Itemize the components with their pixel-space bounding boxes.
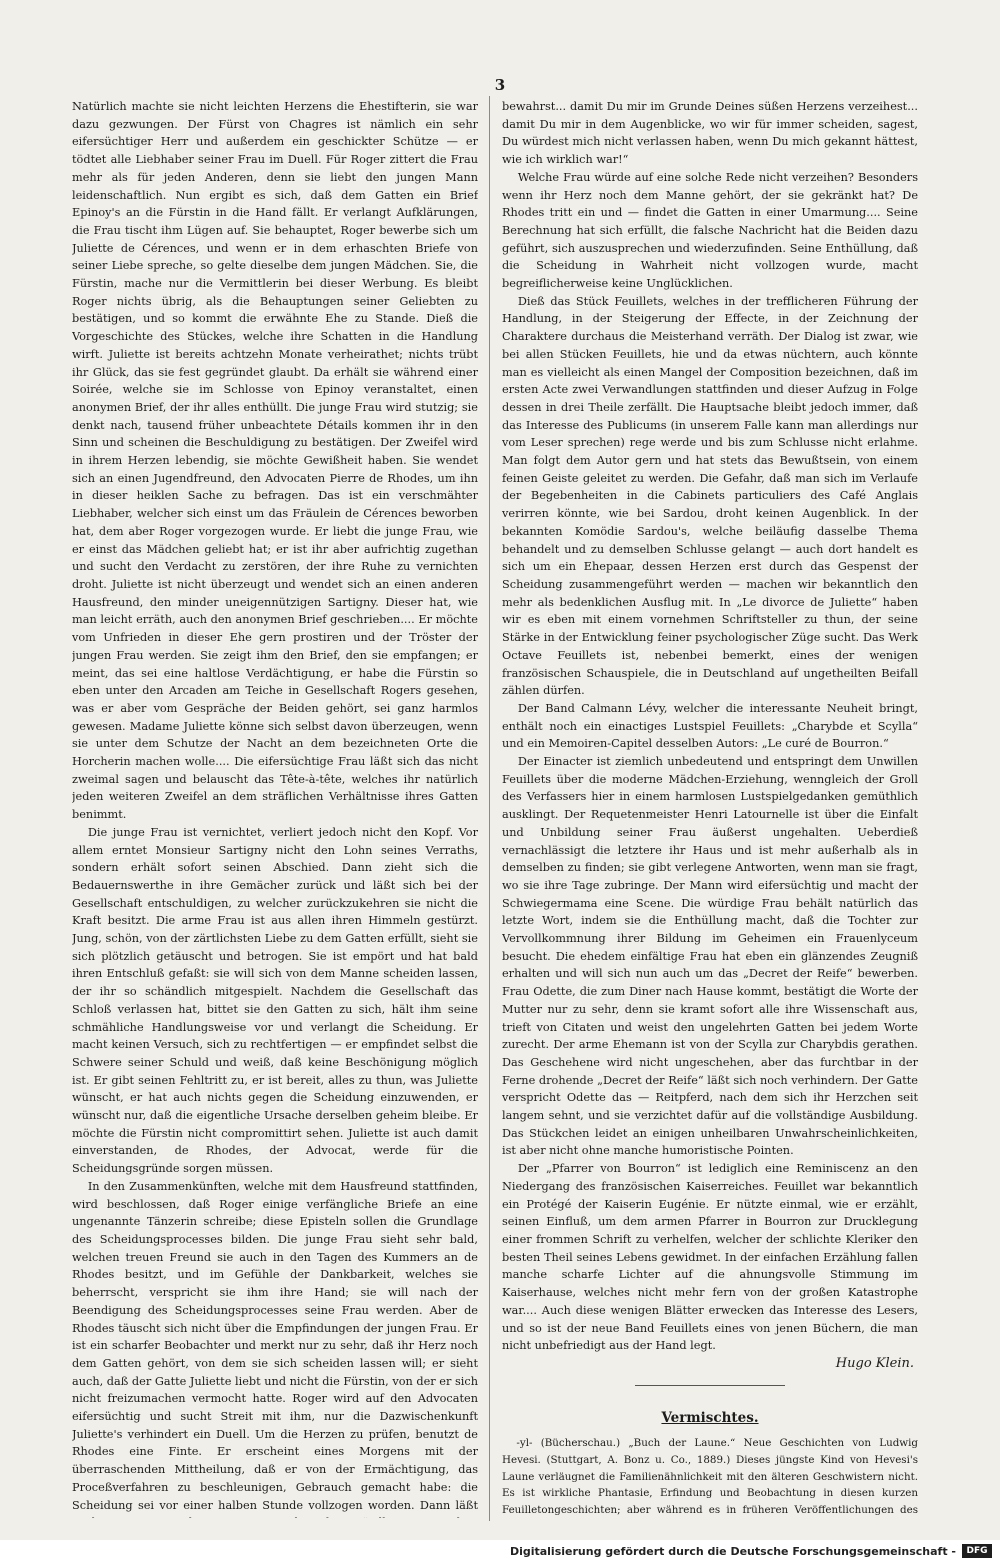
- paragraph: Der Band Calmann Lévy, welcher die interessante Neuheit bringt, enthält noch ein einactiges Lustspiel Feuillets: „Charybde et Scylla“ und ein Memoiren-Capitel desselben Autors: „Le curé de Bourron.“: [502, 701, 918, 751]
- section-title: Vermischtes.: [661, 1409, 759, 1426]
- footer-bar: [0, 1540, 1000, 1565]
- paragraph: Dieß das Stück Feuillets, welches in der trefflicheren Führung der Handlung, in der Steigerung der Effecte, in der Zeichnung der Charaktere durchaus die Meisterhand verräth. Der Dialog ist zwar, wie bei allen Stücken Feuillets, hie und da etwas nüchtern, auch könnte man es vielleicht als einen Mangel der Composition bezeichnen, daß im ersten Acte zwei Verwandlungen stattfinden und dieser Aufzug in Folge dessen in drei Theile zerfällt. Die Hauptsache bleibt jedoch immer, daß das Interesse des Publicums (in unserem Falle kann man allerdings nur vom Leser sprechen) rege werde und bis zum Schlusse nicht erlahme. Man folgt dem Autor gern und hat stets das Bewußtsein, von einem feinen Geiste geleitet zu werden. Die Gefahr, daß man sich im Verlaufe der Begebenheiten in die Cabinets particuliers des Café Anglais verirren könnte, wie bei Sardou, droht keinen Augenblick. In der bekannten Komödie Sardou's, welche beiläufig dasselbe Thema behandelt und zu demselben Schlusse gelangt — auch dort handelt es sich um ein Ehepaar, dessen Herzen erst durch das Gespenst der Scheidung zusammengeführt werden — machen wir bekanntlich den mehr als bedenklichen Ausflug mit. In „Le divorce de Juliette“ haben wir es eben mit einem vornehmen Schriftsteller zu thun, der seine Stärke in der Entwicklung feiner psychologischer Züge sucht. Das Werk Octave Feuillets ist, nebenbei bemerkt, eines der wenigen französischen Schauspiele, die in Deutschland auf ungetheilten Beifall zählen dürfen.: [502, 294, 918, 698]
- news-item: -yl- (Bücherschau.) „Buch der Laune.“ Neue Geschichten von Ludwig Hevesi. (Stuttgart, A. Bonz u. Co., 1889.) Dieses jüngste Kind von Hevesi's Laune verläugnet die Familienähnlichkeit mit den älteren Geschwistern nicht. Es ist wirkliche Phantasie, Erfindung und Beobachtung in diesen kurzen Feuilletongeschichten; aber während es in früheren Veröffentlichungen des: [502, 1437, 918, 1516]
- dfg-logo: DFG: [962, 1544, 992, 1558]
- paragraph: Der „Pfarrer von Bourron“ ist lediglich eine Reminiscenz an den Niedergang des französischen Kaiserreiches. Feuillet war bekanntlich ein Protégé der Kaiserin Eugénie. Er nützte einmal, wie er erzählt, seinen Einfluß, um dem armen Pfarrer in Bourron zur Drucklegung einer frommen Schrift zu verhelfen, welcher der schlichte Kleriker den besten Theil seines Lebens gewidmet. In der einfachen Erzählung fallen manche scharfe Lichter auf die ahnungsvolle Stimmung im Kaiserhause, welches nicht mehr fern von der großen Katastrophe war.... Auch diese wenigen Blätter erwecken das Interesse des Lesers, und so ist der neue Band Feuillets eines von jenen Büchern, die man nicht unbefriedigt aus der Hand legt.: [502, 1162, 918, 1353]
- column-divider: [489, 96, 490, 1521]
- funding-credit: Digitalisierung gefördert durch die Deutsche Forschungsgemeinschaft -: [509, 1545, 956, 1558]
- paragraph: Welche Frau würde auf eine solche Rede nicht verzeihen? Besonders wenn ihr Herz noch dem Manne gehört, der sie gekränkt hat? De Rhodes tritt ein und — findet die Gatten in einer Umarmung.... Seine Berechnung hat sich erfüllt, die falsche Nachricht hat die Beiden dazu geführt, sich auszusprechen und wiederzufinden. Seine Enthüllung, daß die Scheidung in Wahrheit nicht vollzogen wurde, macht begreiflicherweise keine Unglücklichen.: [502, 170, 918, 291]
- paragraph: Natürlich machte sie nicht leichten Herzens die Ehestifterin, sie war dazu gezwungen. Der Fürst von Chagres ist nämlich ein sehr eifersüchtiger Herr und außerdem ein geschickter Schütze — er tödtet alle Liebhaber seiner Frau im Duell. Für Roger zittert die Frau mehr als für jeden Anderen, denn sie liebt den jungen Mann leidenschaftlich. Nun ergibt es sich, daß dem Gatten ein Brief Epinoy's an die Fürstin in die Hand fällt. Er verlangt Aufklärungen, die Frau tischt ihm Lügen auf. Sie behauptet, Roger bewerbe sich um Juliette de Cérences, und wenn er in dem erhaschten Briefe von seiner Liebe spreche, so gelte dieselbe dem jungen Mädchen. Sie, die Fürstin, mache nur die Vermittlerin bei dieser Werbung. Es bleibt Roger nichts übrig, als die Behauptungen seiner Geliebten zu bestätigen, und so kommt die erwähnte Ehe zu Stande. Dieß die Vorgeschichte des Stückes, welche ihre Schatten in die Handlung wirft. Juliette ist bereits achtzehn Monate verheirathet; nichts trübt ihr Glück, das sie fest gegründet glaubt. Da erhält sie während einer Soirée, welche sie im Schlosse von Epinoy veranstaltet, einen anonymen Brief, der ihr alles enthüllt. Die junge Frau wird stutzig; sie denkt nach, tausend früher unbeachtete Détails kommen ihr in den Sinn und scheinen die Beschuldigung zu bestätigen. Der Zweifel wird in ihrem Herzen lebendig, sie möchte Gewißheit haben. Sie wendet sich an einen Jugendfreund, den Advocaten Pierre de Rhodes, um ihn in dieser heiklen Sache zu befragen. Das ist ein verschmähter Liebhaber, welcher sich einst um das Fräulein de Cérences beworben hat, dem aber Roger vorgezogen wurde. Er liebt die junge Frau, wie er einst das Mädchen geliebt hat; er ist ihr aber aufrichtig zugethan und sucht den Verdacht zu zerstören, der ihre Ruhe zu vernichten droht. Juliette ist nicht überzeugt und wendet sich an einen anderen Hausfreund, den minder uneigennützigen Sartigny. Dieser hat, wie man leicht erräth, auch den anonymen Brief geschrieben.... Er möchte vom Unfrieden in dieser Ehe gern prostiren und der Tröster der jungen Frau werden. Sie zeigt ihm den Brief, den sie empfangen; er meint, das sei eine haltlose Verdächtigung, er habe die Fürstin so eben unter den Arcaden am Teiche in Gesellschaft Rogers gesehen, was er aber vom Gespräche der Beiden gehört, sei ganz harmlos gewesen. Madame Juliette könne sich selbst davon überzeugen, wenn sie unter dem Schutze der Nacht an dem bezeichneten Orte die Horcherin machen wolle.... Die eifersüchtige Frau läßt sich das nicht zweimal sagen und belauscht das Tête-à-tête, welches ihr natürlich jeden weiteren Zweifel an dem sträflichen Verhältnisse ihres Gatten benimmt.: [72, 100, 478, 822]
- right-column: [502, 98, 918, 1518]
- paragraph: Der Einacter ist ziemlich unbedeutend und entspringt dem Unwillen Feuillets über die moderne Mädchen-Erziehung, wenngleich der Groll des Verfassers hier in einem harmlosen Lustspielgedanken gemüthlich ausklingt. Der Requetenmeister Henri Latournelle ist über die Einfalt und Unbildung seiner Frau äußerst ungehalten. Ueberdieß vernachlässigt die letztere ihr Haus und ist mehr außerhalb als in demselben zu finden; sie gibt verlegene Antworten, wenn man sie fragt, wo sie ihre Tage zubringe. Der Mann wird eifersüchtig und macht der Schwiegermama eine Scene. Die würdige Frau behält natürlich das letzte Wort, indem sie die Enthüllung macht, daß die Tochter zur Vervollkommnung ihrer Bildung im Geheimen ein Frauenlyceum besucht. Die ehedem einfältige Frau hat eben ein glänzendes Zeugniß erhalten und will sich nun auch um das „Decret der Reife“ bewerben. Frau Odette, die zum Diner nach Hause kommt, bestätigt die Worte der Mutter nur zu sehr, denn sie kramt sofort alle ihre Wissenschaft aus, trieft von Citaten und weist den ungelehrten Gatten bei jedem Worte zurecht. Der arme Ehemann ist von der Scylla zur Charybdis gerathen. Das Geschehene wird nicht ungeschehen, aber das furchtbar in der Ferne drohende „Decret der Reife“ läßt sich noch verhindern. Der Gatte verspricht Odette das — Reitpferd, nach dem sich ihr Herzchen seit langem sehnt, und sie verzichtet dafür auf die vollständige Ausbildung. Das Stückchen leidet an einigen unheilbaren Unwahrscheinlichkeiten, ist aber nicht ohne manche humoristische Pointen.: [502, 755, 918, 1158]
- left-column: [72, 98, 478, 1518]
- author-signature: Hugo Klein.: [835, 1355, 914, 1371]
- page-number: 3: [494, 76, 506, 94]
- paragraph: bewahrst... damit Du mir im Grunde Deines süßen Herzens verzeihest... damit Du mir in dem Augenblicke, wo wir für immer scheiden, sagest, Du würdest mich nicht verlassen haben, wenn Du mich gekannt hättest, wie ich wirklich war!“: [502, 100, 918, 167]
- paragraph: In den Zusammenkünften, welche mit dem Hausfreund stattfinden, wird beschlossen, daß Roger einige verfängliche Briefe an eine ungenannte Tänzerin schreibe; diese Episteln sollen die Grundlage des Scheidungsprocesses bilden. Die junge Frau sieht sehr bald, welchen treuen Freund sie auch in den Tagen des Kummers an de Rhodes besitzt, und im Gefühle der Dankbarkeit, welches sie beherrscht, verspricht sie ihm ihre Hand; sie will nach der Beendigung des Scheidungsprocesses seine Frau werden. Aber de Rhodes täuscht sich nicht über die Empfindungen der jungen Frau. Er ist ein scharfer Beobachter und merkt nur zu sehr, daß ihr Herz noch dem Gatten gehört, von dem sie sich scheiden lassen will; er sieht auch, daß der Gatte Juliette liebt und nicht die Fürstin, von der er sich nicht freizumachen vermocht hatte. Roger wird auf den Advocaten eifersüchtig und sucht Streit mit ihm, nur die Dazwischenkunft Juliette's verhindert ein Duell. Um die Herzen zu prüfen, benutzt de Rhodes eine Finte. Er erscheint eines Morgens mit der überraschenden Mittheilung, daß er von der Ermächtigung, das Proceßverfahren zu beschleunigen, Gebrauch gemacht habe: die Scheidung sei vor einer halben Stunde vollzogen worden. Dann läßt: [72, 1179, 478, 1512]
- paragraph: Die junge Frau ist vernichtet, verliert jedoch nicht den Kopf. Vor allem erntet Monsieur Sartigny nicht den Lohn seines Verraths, sondern erhält sofort seinen Abschied. Dann zieht sich die Bedauernswerthe in ihre Gemächer zurück und läßt sich bei der Gesellschaft entschuldigen, zu welcher zurückzukehren sie nicht die Kraft besitzt. Die arme Frau ist aus allen ihren Himmeln gestürzt. Jung, schön, von der zärtlichsten Liebe zu dem Gatten erfüllt, sieht sie sich plötzlich getäuscht und betrogen. Sie ist empört und hat bald ihren Entschluß gefaßt: sie will sich von dem Manne scheiden lassen, der ihr so schändlich mitgespielt. Nachdem die Gesellschaft das Schloß verlassen hat, bittet sie den Gatten zu sich, hält ihm seine schmähliche Handlungsweise vor und verlangt die Scheidung. Er macht keinen Versuch, sich zu rechtfertigen — er empfindet selbst die Schwere seiner Schuld und weiß, daß keine Beschönigung möglich ist. Er gibt seinen Fehltritt zu, er ist bereit, alles zu thun, was Juliette wünscht, er hat auch nichts gegen die Scheidung einzuwenden, er wünscht nur, daß die eigentliche Ursache derselben geheim bleibe. Er möchte die Fürstin nicht compromittirt sehen. Juliette ist auch damit einverstanden, de Rhodes, der Advocat, werde für die Scheidungsgründe sorgen müssen.: [72, 825, 478, 1176]
- section-divider: [635, 1385, 785, 1386]
